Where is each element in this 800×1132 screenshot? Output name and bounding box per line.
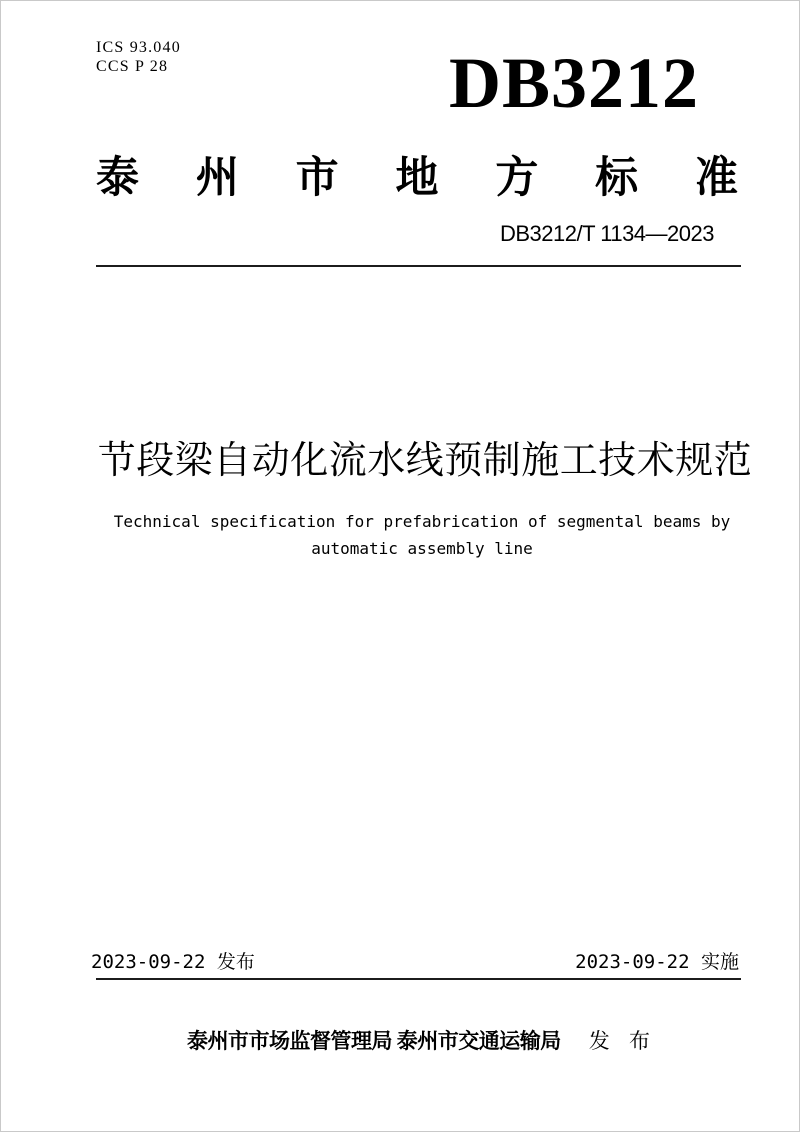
standard-code: DB3212 xyxy=(448,43,699,123)
publisher-row xyxy=(45,1028,799,1054)
bottom-divider xyxy=(96,978,741,980)
ics-code: ICS 93.040 xyxy=(96,39,181,56)
publisher-organizations: 泰州市市场监督管理局 泰州市交通运输局 xyxy=(187,1029,561,1053)
title-english-line2: automatic assembly line xyxy=(311,539,533,558)
classification-codes xyxy=(96,38,181,76)
title-chinese: 节段梁自动化流水线预制施工技术规范 xyxy=(97,440,753,482)
document-number: DB3212/T 1134—2023 xyxy=(499,221,714,246)
publish-action-label: 发 布 xyxy=(588,1029,657,1053)
title-english xyxy=(45,508,799,562)
issue-date: 2023-09-22 发布 xyxy=(91,951,255,973)
ccs-code: CCS P 28 xyxy=(96,58,169,75)
dates-row xyxy=(91,949,739,975)
implement-date: 2023-09-22 实施 xyxy=(575,951,739,973)
title-english-line1: Technical specification for prefabrication of segmental beams by xyxy=(113,512,731,531)
standard-name: 泰 州 市 地 方 标 准 xyxy=(96,155,738,202)
top-divider xyxy=(96,265,741,267)
